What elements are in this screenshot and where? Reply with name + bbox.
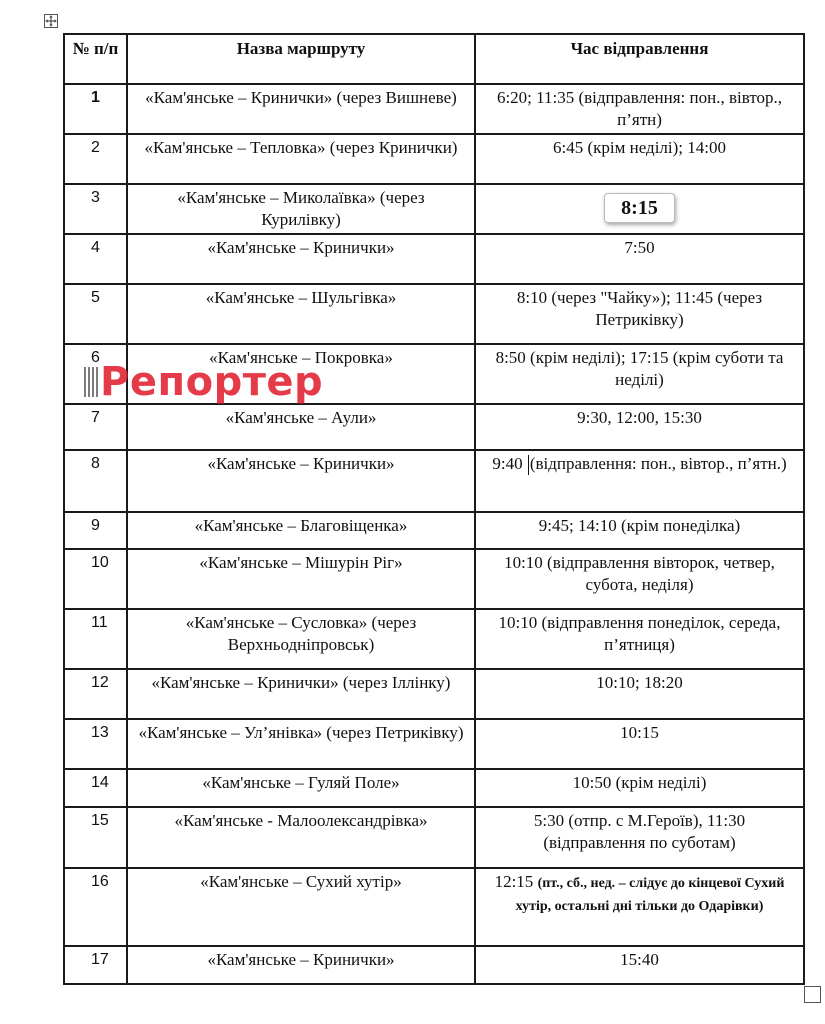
row-route: «Кам'янське - Малоолександрівка» [127, 807, 475, 868]
table-row [64, 549, 804, 609]
table-row [64, 134, 804, 184]
routes-table [63, 33, 805, 985]
row-time-cell [475, 868, 804, 946]
row-route: «Кам'янське – Покровка» [127, 344, 475, 404]
row-num: 5 [64, 284, 127, 344]
table-row [64, 769, 804, 807]
row-time: 5:30 (отпр. с М.Героїв), 11:30 (відправлення по суботам) [475, 807, 804, 868]
row-time-cell [475, 450, 804, 512]
row-route: «Кам'янське – Тепловка» (через Кринички) [127, 134, 475, 184]
table-row [64, 84, 804, 134]
row-route: «Кам'янське – Ул’янівка» (через Петриківку) [127, 719, 475, 769]
table-row [64, 450, 804, 512]
row-time: 8:10 (через "Чайку»); 11:45 (через Петриківку) [475, 284, 804, 344]
row-route: «Кам'янське – Аули» [127, 404, 475, 450]
row-time: 10:10 (відправлення понеділок, середа, п’ятниця) [475, 609, 804, 669]
row-route: «Кам'янське – Кринички» [127, 946, 475, 984]
row-route: «Кам'янське – Кринички» [127, 450, 475, 512]
table-row [64, 719, 804, 769]
row-time-note: (відправлення: пон., вівтор., п’ятн.) [529, 454, 787, 473]
row-route: «Кам'янське – Мішурін Ріг» [127, 549, 475, 609]
table-row [64, 946, 804, 984]
table-row [64, 184, 804, 234]
row-route: «Кам'янське – Благовіщенка» [127, 512, 475, 549]
row-num: 7 [64, 404, 127, 450]
row-route: «Кам'янське – Миколаївка» (через Курилівку) [127, 184, 475, 234]
row-time-main: 9:40 [492, 454, 527, 473]
table-row [64, 512, 804, 549]
row-route: «Кам'янське – Кринички» (через Вишневе) [127, 84, 475, 134]
table-row [64, 234, 804, 284]
row-num: 8 [64, 450, 127, 512]
watermark-text: Репортер [100, 359, 324, 405]
row-num: 11 [64, 609, 127, 669]
row-time: 10:50 (крім неділі) [475, 769, 804, 807]
row-time: 6:20; 11:35 (відправлення: пон., вівтор., п’ятн) [475, 84, 804, 134]
row-num: 10 [64, 549, 127, 609]
header-num: № п/п [64, 34, 127, 84]
row-time: 8:50 (крім неділі); 17:15 (крім суботи та неділі) [475, 344, 804, 404]
row-num: 4 [64, 234, 127, 284]
row-num: 3 [64, 184, 127, 234]
row-num: 1 [64, 84, 127, 134]
row-time: 10:10; 18:20 [475, 669, 804, 719]
row-num: 2 [64, 134, 127, 184]
row-time: 9:45; 14:10 (крім понеділка) [475, 512, 804, 549]
time-box[interactable]: 8:15 [604, 193, 675, 223]
row-num: 15 [64, 807, 127, 868]
table-move-handle-icon[interactable] [44, 14, 58, 28]
text-cursor [528, 455, 529, 475]
row-num: 13 [64, 719, 127, 769]
table-header-row [64, 34, 804, 84]
row-route: «Кам'янське – Сусловка» (через Верхньодніпровськ) [127, 609, 475, 669]
row-time-main: 12:15 [494, 872, 538, 891]
row-num: 16 [64, 868, 127, 946]
table-row [64, 284, 804, 344]
row-num: 14 [64, 769, 127, 807]
row-route: «Кам'янське – Шульгівка» [127, 284, 475, 344]
table-row [64, 669, 804, 719]
row-time: 15:40 [475, 946, 804, 984]
table-row [64, 404, 804, 450]
row-num: 12 [64, 669, 127, 719]
row-num: 6 [64, 344, 127, 404]
table-resize-handle-icon[interactable] [804, 986, 821, 1003]
row-time: 10:10 (відправлення вівторок, четвер, субота, неділя) [475, 549, 804, 609]
row-num: 9 [64, 512, 127, 549]
header-time: Час відправлення [475, 34, 804, 84]
row-route: «Кам'янське – Кринички» (через Іллінку) [127, 669, 475, 719]
row-route: «Кам'янське – Сухий хутір» [127, 868, 475, 946]
table-row [64, 868, 804, 946]
row-route: «Кам'янське – Гуляй Поле» [127, 769, 475, 807]
row-time: 10:15 [475, 719, 804, 769]
table-row [64, 807, 804, 868]
row-time: 7:50 [475, 234, 804, 284]
row-time-cell [475, 184, 804, 234]
header-route: Назва маршруту [127, 34, 475, 84]
watermark-bars-icon [84, 367, 98, 397]
table-row [64, 609, 804, 669]
reporter-watermark-logo [84, 361, 374, 403]
row-time-note: (пт., сб., нед. – слідує до кінцевої Сухий хутір, остальні дні тільки до Одарівки) [515, 876, 785, 914]
row-time: 9:30, 12:00, 15:30 [475, 404, 804, 450]
row-num: 17 [64, 946, 127, 984]
row-route: «Кам'янське – Кринички» [127, 234, 475, 284]
row-time: 6:45 (крім неділі); 14:00 [475, 134, 804, 184]
